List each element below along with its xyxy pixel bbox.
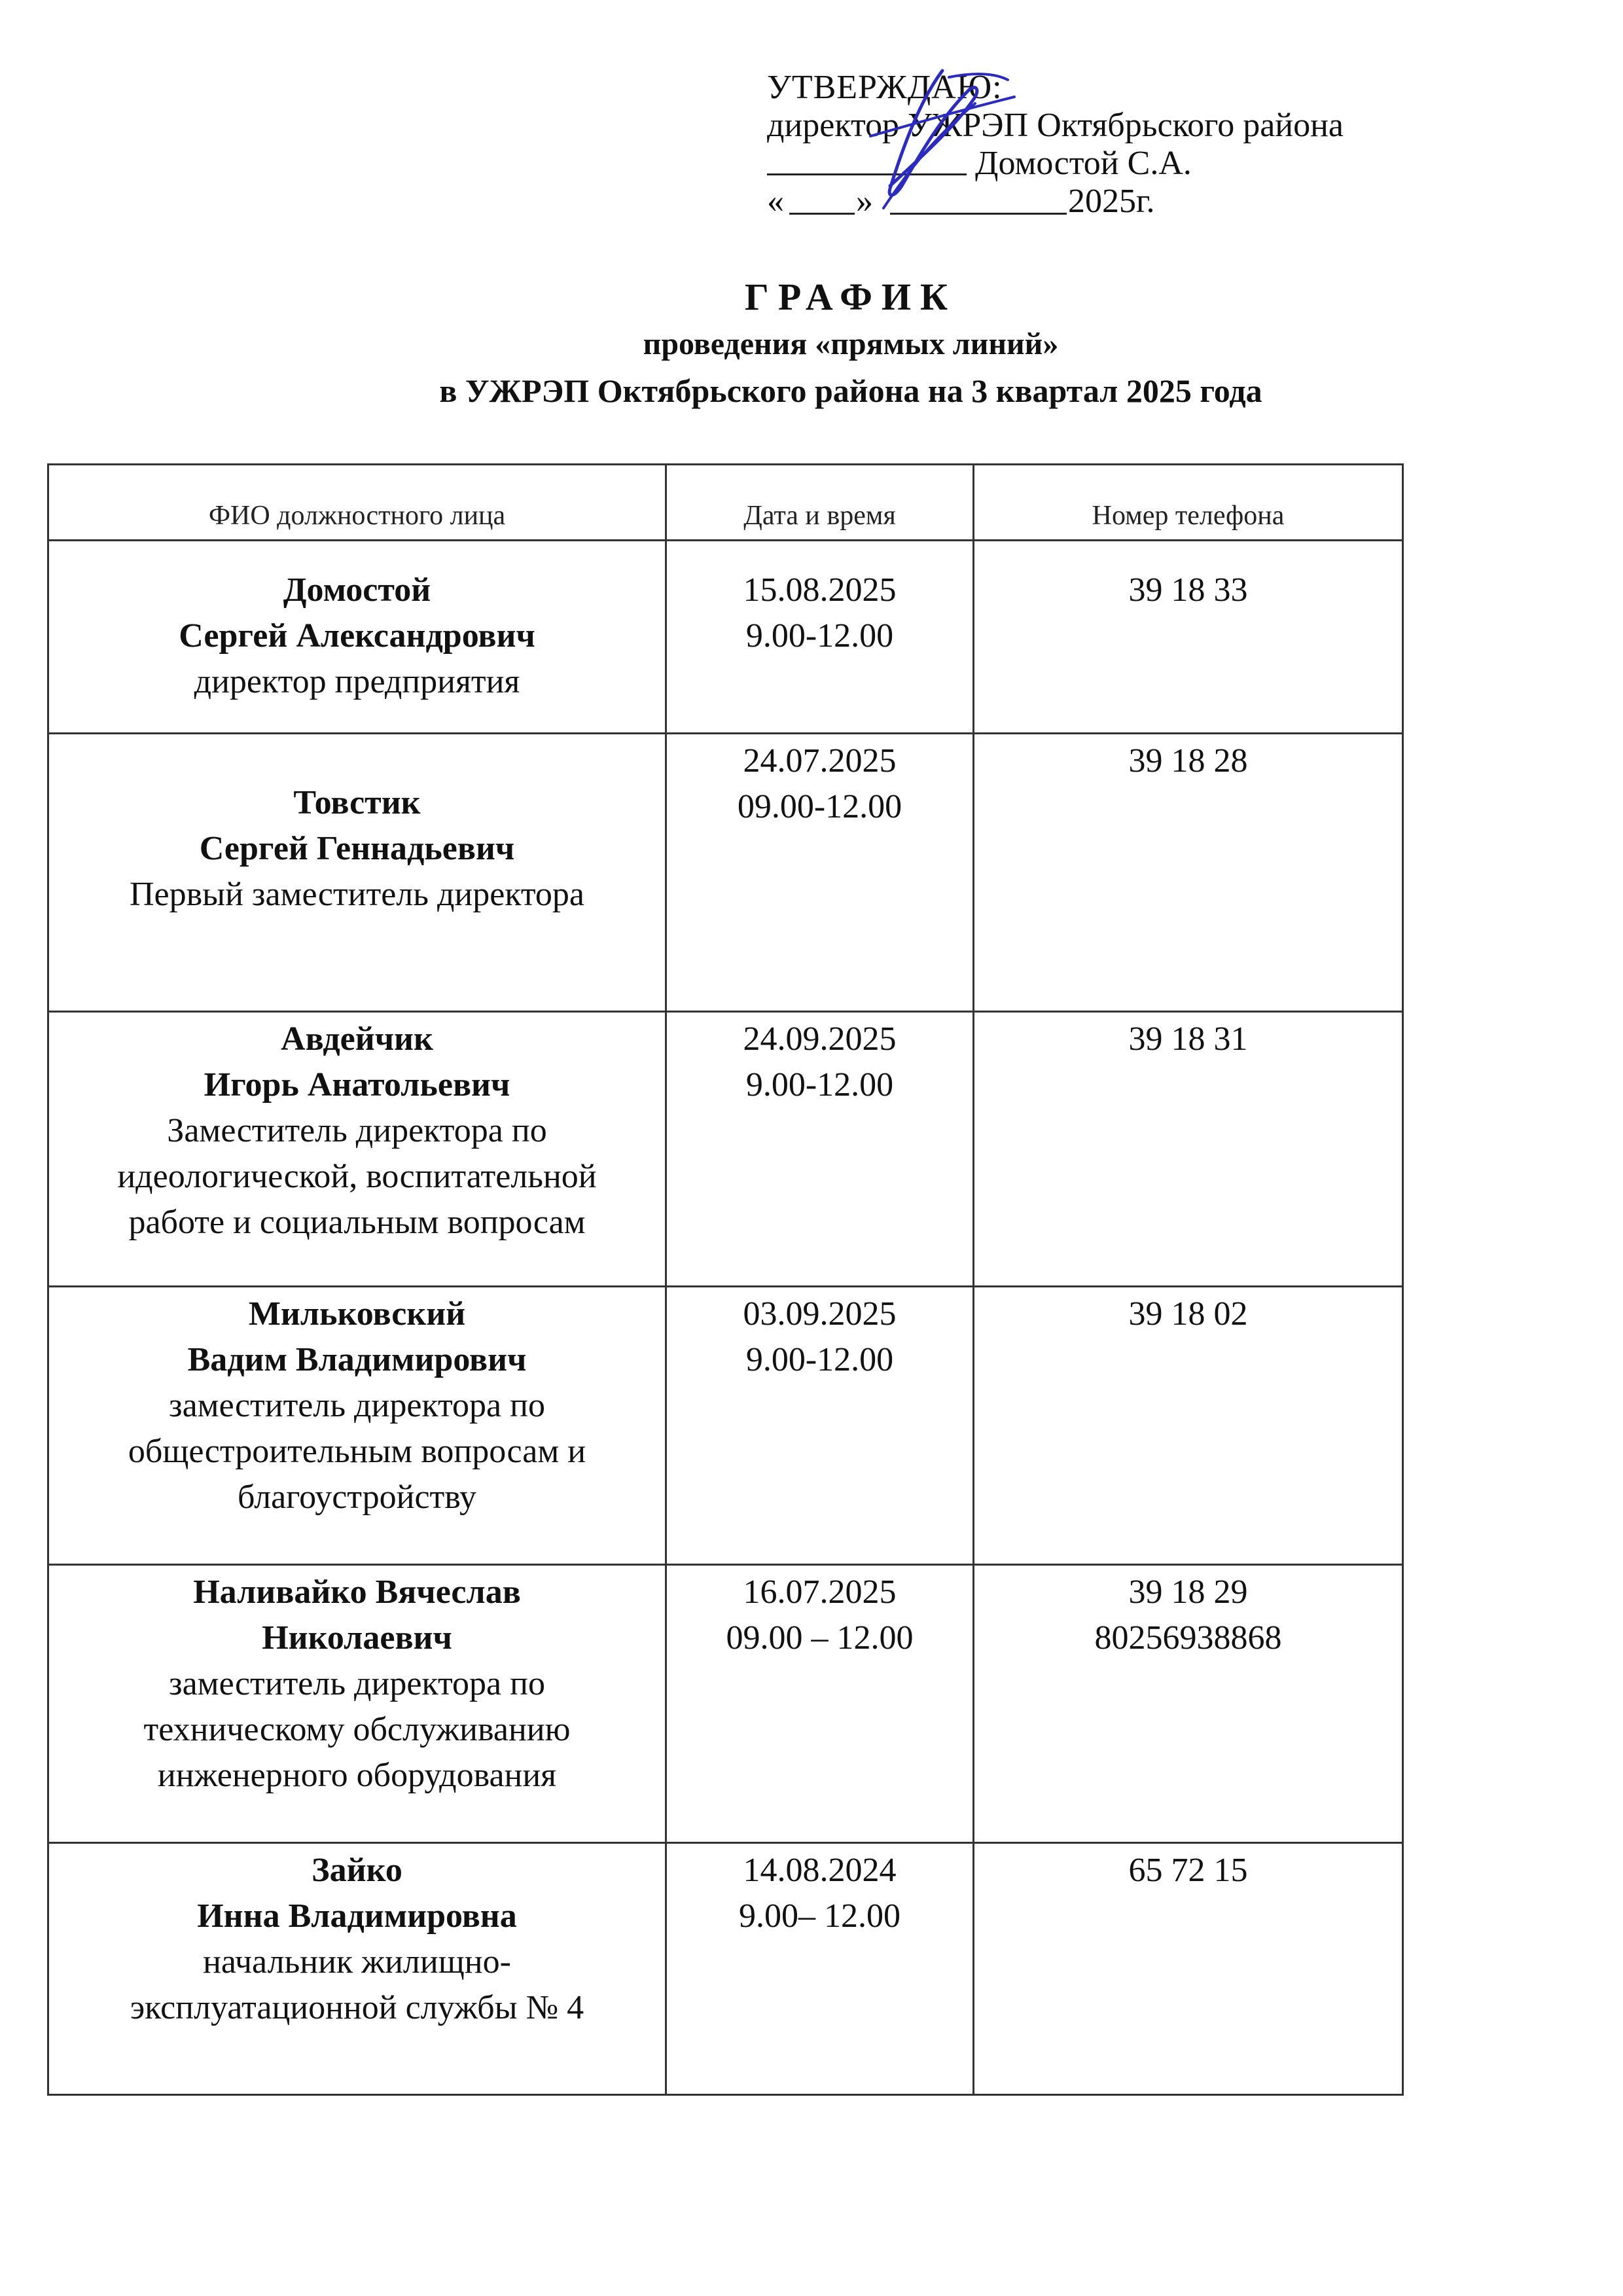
phone-number: 39 18 28: [1128, 742, 1248, 780]
official-given-names: Николаевич: [262, 1619, 452, 1657]
official-surname: Зайко: [312, 1852, 402, 1889]
table-row: [48, 1287, 1403, 1565]
header-date-time: Дата и время: [666, 465, 974, 541]
phone-number: 39 18 02: [1128, 1295, 1248, 1333]
official-position: заместитель директора по: [169, 1387, 545, 1424]
reception-time: 09.00-12.00: [737, 788, 902, 825]
official-cell: [48, 1287, 666, 1565]
official-position: идеологической, воспитательной: [117, 1158, 597, 1195]
official-cell: [48, 1843, 666, 2095]
official-cell: [48, 1565, 666, 1843]
official-position: Первый заместитель директора: [129, 876, 585, 913]
phone-cell: [974, 541, 1403, 734]
table-header-row: [48, 465, 1403, 541]
reception-time: 9.00-12.00: [745, 1066, 894, 1103]
header-phone: Номер телефона: [974, 465, 1403, 541]
official-position: директор предприятия: [194, 663, 520, 700]
phone-cell: [974, 734, 1403, 1012]
date-time-cell: [666, 734, 974, 1012]
date-time-cell: [666, 1287, 974, 1565]
phone-cell: [974, 1012, 1403, 1287]
date-time-cell: [666, 1843, 974, 2095]
table-row: [48, 541, 1403, 734]
official-position: техническому обслуживанию: [143, 1711, 571, 1748]
phone-cell: [974, 1287, 1403, 1565]
signatory-name: Домостой С.А.: [975, 145, 1192, 182]
phone-number: 39 18 33: [1128, 571, 1248, 609]
official-position: работе и социальным вопросам: [128, 1204, 586, 1241]
official-position: начальник жилищно-: [203, 1943, 511, 1981]
reception-time: 9.00-12.00: [745, 1341, 894, 1378]
official-given-names: Сергей Александрович: [179, 617, 535, 655]
official-given-names: Игорь Анатольевич: [204, 1066, 510, 1103]
official-surname: Домостой: [283, 571, 431, 609]
reception-date: 03.09.2025: [743, 1295, 897, 1333]
table-row: [48, 1843, 1403, 2095]
official-given-names: Инна Владимировна: [197, 1897, 517, 1935]
date-time-cell: [666, 1012, 974, 1287]
reception-time: 09.00 – 12.00: [726, 1619, 914, 1657]
header-official-name: ФИО должностного лица: [48, 465, 666, 541]
official-cell: [48, 734, 666, 1012]
official-cell: [48, 541, 666, 734]
official-given-names: Вадим Владимирович: [187, 1341, 527, 1378]
official-surname: Мильковский: [248, 1295, 466, 1333]
document-subtitle-2: в УЖРЭП Октябрьского района на 3 квартал 2025 года: [439, 372, 1262, 409]
approval-label: УТВЕРЖДАЮ:: [767, 69, 1003, 106]
date-time-cell: [666, 1565, 974, 1843]
phone-cell: [974, 1843, 1403, 2095]
table-row: [48, 1012, 1403, 1287]
reception-date: 16.07.2025: [743, 1573, 897, 1611]
document-title: ГРАФИК: [744, 276, 957, 318]
date-open-quote: «: [767, 183, 784, 220]
handwritten-signature: [844, 58, 1041, 228]
official-surname: Товстик: [293, 784, 421, 821]
date-close-quote: »: [856, 183, 873, 220]
phone-cell: [974, 1565, 1403, 1843]
reception-date: 24.07.2025: [743, 742, 897, 780]
phone-number: 39 18 29: [1128, 1573, 1248, 1611]
reception-time: 9.00-12.00: [745, 617, 894, 655]
reception-date: 24.09.2025: [743, 1020, 897, 1058]
reception-date: 14.08.2024: [743, 1852, 897, 1889]
table-row: [48, 1565, 1403, 1843]
official-position: инженерного оборудования: [157, 1757, 557, 1794]
official-surname: Наливайко Вячеслав: [193, 1573, 521, 1611]
document-subtitle-1: проведения «прямых линий»: [643, 327, 1059, 361]
official-given-names: Сергей Геннадьевич: [199, 830, 515, 867]
phone-number: 80256938868: [1094, 1619, 1282, 1657]
table-row: [48, 734, 1403, 1012]
official-surname: Авдейчик: [281, 1020, 433, 1058]
reception-date: 15.08.2025: [743, 571, 897, 609]
official-position: благоустройству: [237, 1479, 477, 1516]
reception-time: 9.00– 12.00: [739, 1897, 901, 1935]
approval-director-line: директор УЖРЭП Октябрьского района: [767, 107, 1344, 144]
official-position: эксплуатационной службы № 4: [130, 1989, 584, 2026]
official-position: общестроительным вопросам и: [128, 1433, 586, 1470]
approval-year: 2025г.: [1068, 183, 1155, 220]
phone-number: 39 18 31: [1128, 1020, 1248, 1058]
official-position: Заместитель директора по: [167, 1112, 547, 1149]
official-cell: [48, 1012, 666, 1287]
date-time-cell: [666, 541, 974, 734]
official-position: заместитель директора по: [169, 1665, 545, 1702]
schedule-table: [47, 463, 1404, 2096]
phone-number: 65 72 15: [1128, 1852, 1248, 1889]
